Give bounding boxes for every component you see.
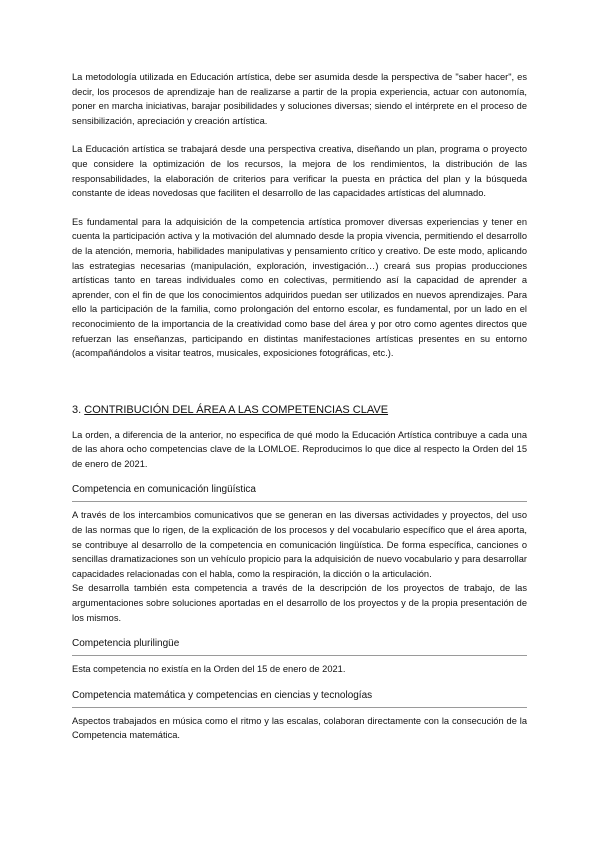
competencia-heading: Competencia matemática y competencias en ciencias y tecnologías	[72, 689, 527, 708]
competencia-heading: Competencia plurilingüe	[72, 637, 527, 656]
section-intro: La orden, a diferencia de la anterior, no especifica de qué modo la Educación Artística contribuye a cada una de las ahora ocho competencias clave de la LOMLOE. Reproducimos lo que dice al respecto la Orden del 15 de enero de 2021.	[72, 429, 527, 469]
competencia-heading: Competencia en comunicación lingüística	[72, 483, 527, 502]
intro-paragraph: La Educación artística se trabajará desde una perspectiva creativa, diseñando un plan, programa o proyecto que considere la optimización de los recursos, la mejora de los rendimientos, la distribución de las responsabilidades, la elaboración de criterios para verificar la puesta en práctica del plan y la búsqueda constante de ideas novedosas que faciliten el desarrollo de las capacidades artísticas del alumnado.	[72, 144, 527, 199]
section-number: 3.	[72, 403, 82, 416]
section-heading	[72, 403, 527, 418]
competencia-paragraph: Se desarrolla también esta competencia a través de la descripción de los proyectos de trabajo, de las argumentaciones sobre soluciones aportadas en el desarrollo de los proyectos y de la propia presentación de los mismos.	[72, 583, 527, 623]
intro-paragraph: La metodología utilizada en Educación artística, debe ser asumida desde la perspectiva de "saber hacer", es decir, los procesos de aprendizaje han de realizarse a partir de la propia experiencia, actuar con autonomía, poner en marcha iniciativas, barajar posibilidades y soluciones diversas; siendo el intérprete en el proceso de sensibilización, apreciación y creación artística.	[72, 72, 527, 126]
competencia-paragraph: Aspectos trabajados en música como el ritmo y las escalas, colaboran directamente con la consecución de la Competencia matemática.	[72, 715, 527, 741]
competencia-paragraph: Esta competencia no existía en la Orden del 15 de enero de 2021.	[72, 664, 346, 675]
intro-paragraph: Es fundamental para la adquisición de la competencia artística promover diversas experiencias y tener en cuenta la participación activa y la motivación del alumnado desde la propia vivencia, permitiendo el desarrollo de la atención, memoria, habilidades manipulativas y pensamiento crítico y creativo. De este modo, aplicando las estrategias necesarias (manipulación, exploración, investigación…) creará sus propias producciones artísticas tanto en tareas individuales como en colectivas, permitiendo así la capacidad de aprender a aprender, con el fin de que los conocimientos adquiridos puedan ser utilizados en nuevos aprendizajes. Para ello la participación de la familia, como prolongación del entorno escolar, es fundamental, por un lado en el reconocimiento de la importancia de la creatividad como base del área y por otro como agentes directos que refuerzan las enseñanzas, participando en distintas manifestaciones artísticas presentes en su entorno (acompañándolos a visitar teatros, musicales, exposiciones fotográficas, etc.).	[72, 216, 527, 359]
section-title: CONTRIBUCIÓN DEL ÁREA A LAS COMPETENCIAS CLAVE	[84, 403, 389, 416]
competencia-paragraph: A través de los intercambios comunicativos que se generan en las diversas actividades y proyectos, del uso de las normas que lo rigen, de la explicación de los procesos y del vocabulario específico que el área aporta, se contribuye al desarrollo de la competencia en comunicación lingüística. De forma específica, canciones o sencillas dramatizaciones son un vehículo propicio para la adquisición de nuevo vocabulario y para desarrollar capacidades relacionadas con el habla, como la respiración, la dicción o la articulación.	[72, 510, 527, 579]
document-page	[72, 70, 527, 743]
